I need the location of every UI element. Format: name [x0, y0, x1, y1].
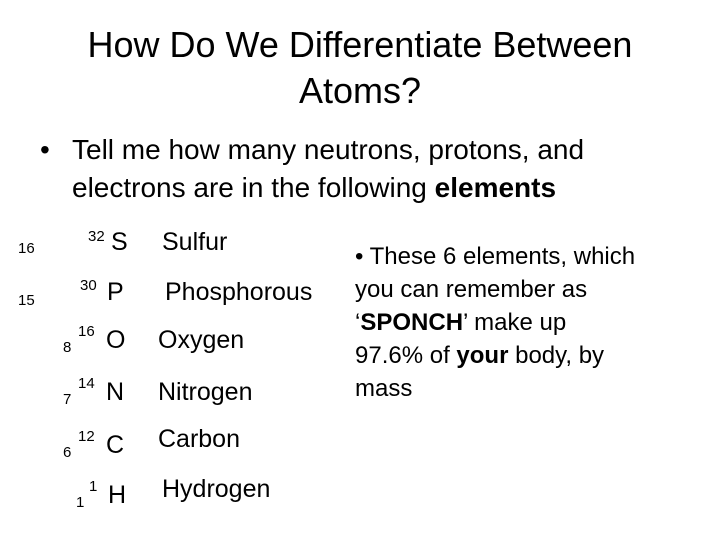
mass-number: 14 [78, 375, 95, 392]
note-quote-open: ‘ [355, 309, 361, 336]
element-symbol: C [106, 431, 125, 459]
mass-number: 1 [89, 478, 98, 495]
mass-number: 32 [88, 228, 105, 245]
mass-number: 12 [78, 428, 95, 445]
atomic-number: 8 [63, 339, 72, 356]
bullet-icon: • [40, 134, 50, 165]
note-emphasis-your: your [456, 342, 509, 369]
note-line-2: you can remember as [355, 276, 588, 303]
element-name: Sulfur [162, 228, 228, 256]
atomic-number: 15 [18, 292, 35, 309]
element-name: Oxygen [158, 326, 245, 354]
note-line-5: mass [355, 375, 413, 402]
atomic-number: 7 [63, 391, 72, 408]
slide-title [0, 22, 720, 114]
atomic-number: 16 [18, 240, 35, 257]
note-line-3-rest: ’ make up [463, 309, 567, 336]
sponch-note [355, 240, 635, 405]
note-line-3 [355, 306, 635, 339]
intro-emphasis: elements [434, 172, 557, 203]
sponch-mnemonic: SPONCH [360, 309, 464, 336]
element-name: Carbon [158, 425, 240, 453]
element-symbol: S [111, 228, 128, 256]
note-line-4 [355, 339, 635, 372]
slide-title-line-2: Atoms? [298, 70, 422, 111]
element-name: Phosphorous [165, 278, 313, 306]
element-symbol: N [106, 378, 125, 406]
slide-title-line-1: How Do We Differentiate Between [87, 24, 633, 65]
intro-line-1: Tell me how many neutrons, protons, and [72, 134, 585, 165]
note-line-1: • These 6 elements, which [355, 243, 636, 270]
element-symbol: H [108, 481, 127, 509]
note-line-4-prefix: 97.6% of [355, 342, 457, 369]
element-symbol: P [107, 278, 124, 306]
intro-line-2-text: electrons are in the following [72, 172, 435, 203]
intro-line-2 [72, 169, 556, 207]
note-line-4-rest: body, by [508, 342, 605, 369]
mass-number: 16 [78, 323, 95, 340]
element-symbol: O [106, 326, 126, 354]
element-name: Hydrogen [162, 475, 271, 503]
atomic-number: 6 [63, 444, 72, 461]
atomic-number: 1 [76, 494, 85, 511]
mass-number: 30 [80, 277, 97, 294]
element-name: Nitrogen [158, 378, 253, 406]
